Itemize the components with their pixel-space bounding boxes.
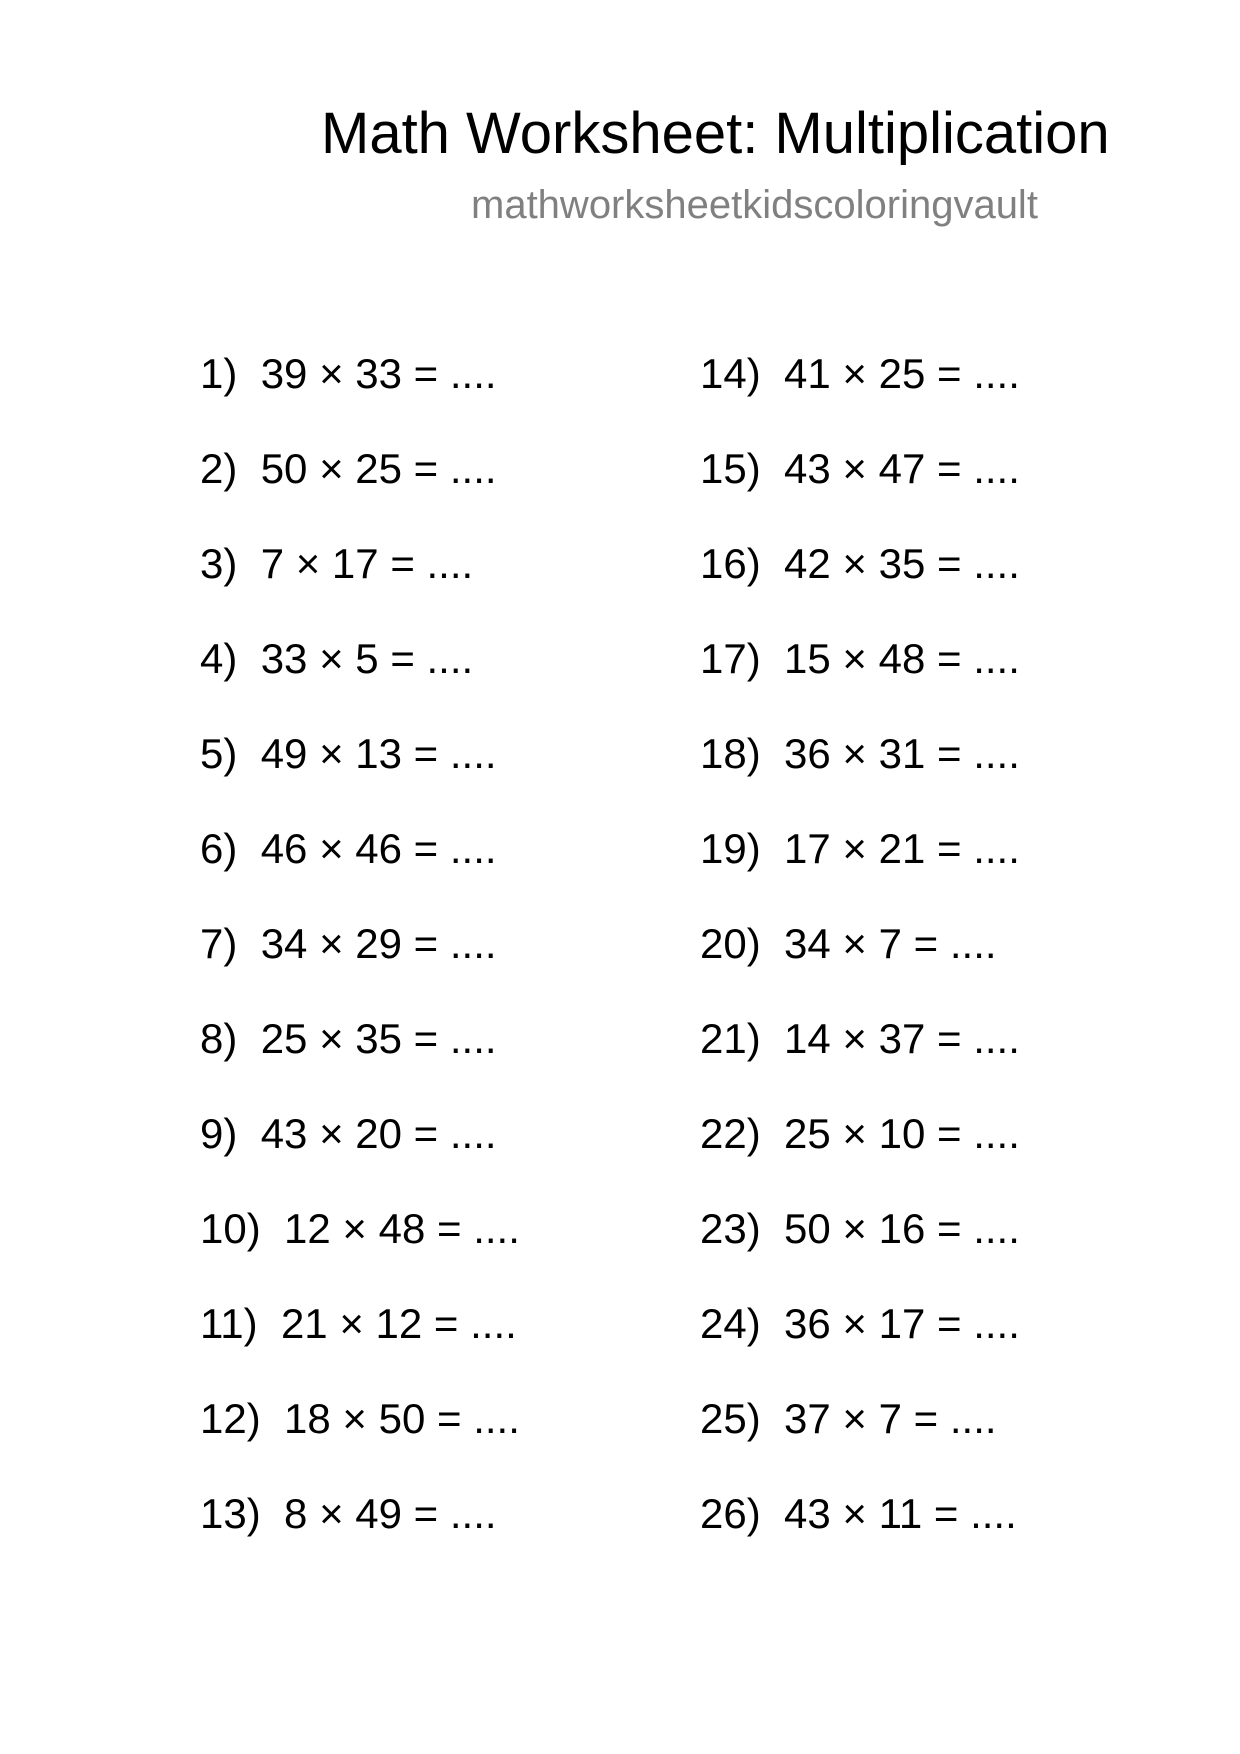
problem-number: 21) bbox=[700, 1015, 761, 1062]
problem-spacer bbox=[258, 1300, 281, 1347]
problem-expression: 39 × 33 = .... bbox=[260, 350, 497, 397]
problem-item bbox=[700, 350, 1180, 448]
problem-expression: 21 × 12 = .... bbox=[280, 1300, 517, 1347]
problem-expression: 50 × 16 = .... bbox=[784, 1205, 1020, 1252]
problem-item bbox=[700, 445, 1180, 543]
problem-number: 18) bbox=[700, 730, 761, 777]
problem-expression: 18 × 50 = .... bbox=[284, 1395, 520, 1442]
problem-number: 5) bbox=[200, 730, 238, 777]
problem-expression: 25 × 35 = .... bbox=[260, 1015, 497, 1062]
problem-item bbox=[200, 635, 680, 733]
problem-spacer bbox=[761, 1490, 784, 1537]
problem-spacer bbox=[237, 1015, 260, 1062]
problem-spacer bbox=[237, 920, 260, 967]
problem-expression: 34 × 29 = .... bbox=[260, 920, 497, 967]
problem-number: 4) bbox=[200, 635, 238, 682]
problem-expression: 8 × 49 = .... bbox=[284, 1490, 497, 1537]
problem-spacer bbox=[237, 445, 260, 492]
problem-item bbox=[700, 1205, 1180, 1303]
problem-spacer bbox=[237, 1110, 260, 1157]
problem-spacer bbox=[761, 825, 784, 872]
problem-spacer bbox=[761, 635, 784, 682]
problem-expression: 42 × 35 = .... bbox=[784, 540, 1020, 587]
problem-number: 24) bbox=[700, 1300, 761, 1347]
problem-item bbox=[700, 540, 1180, 638]
problem-spacer bbox=[761, 1015, 784, 1062]
problem-item bbox=[200, 730, 680, 828]
problem-item bbox=[200, 1300, 680, 1398]
problem-number: 3) bbox=[200, 540, 238, 587]
problem-item bbox=[700, 1015, 1180, 1113]
problem-expression: 25 × 10 = .... bbox=[784, 1110, 1020, 1157]
problem-expression: 36 × 17 = .... bbox=[784, 1300, 1020, 1347]
problem-number: 13) bbox=[200, 1490, 261, 1537]
problem-expression: 46 × 46 = .... bbox=[260, 825, 497, 872]
problem-number: 23) bbox=[700, 1205, 761, 1252]
problem-item bbox=[700, 920, 1180, 1018]
problem-expression: 37 × 7 = .... bbox=[784, 1395, 997, 1442]
problem-spacer bbox=[761, 445, 784, 492]
problem-number: 9) bbox=[200, 1110, 238, 1157]
problem-item bbox=[700, 635, 1180, 733]
problem-item bbox=[200, 1205, 680, 1303]
problem-column-right bbox=[700, 350, 1180, 1588]
problem-item bbox=[200, 350, 680, 448]
problem-number: 2) bbox=[200, 445, 238, 492]
problem-expression: 43 × 11 = .... bbox=[784, 1490, 1017, 1537]
problem-item bbox=[200, 825, 680, 923]
problem-number: 15) bbox=[700, 445, 761, 492]
problem-item bbox=[200, 1015, 680, 1113]
problem-item bbox=[700, 825, 1180, 923]
problem-number: 25) bbox=[700, 1395, 761, 1442]
problem-expression: 49 × 13 = .... bbox=[260, 730, 497, 777]
problem-item bbox=[200, 445, 680, 543]
problem-expression: 41 × 25 = .... bbox=[784, 350, 1020, 397]
problem-expression: 43 × 20 = .... bbox=[260, 1110, 497, 1157]
problem-item bbox=[200, 540, 680, 638]
worksheet-title: Math Worksheet: Multiplication bbox=[321, 101, 1110, 166]
problem-item bbox=[700, 1110, 1180, 1208]
problem-item bbox=[200, 1110, 680, 1208]
problem-column-left bbox=[200, 350, 680, 1588]
problem-item bbox=[700, 1490, 1180, 1588]
problem-number: 7) bbox=[200, 920, 238, 967]
problem-spacer bbox=[761, 540, 784, 587]
problem-number: 12) bbox=[200, 1395, 261, 1442]
worksheet-subtitle: mathworksheetkidscoloringvault bbox=[471, 183, 1038, 227]
problem-spacer bbox=[761, 350, 784, 397]
problem-number: 8) bbox=[200, 1015, 238, 1062]
problem-expression: 17 × 21 = .... bbox=[784, 825, 1020, 872]
problem-item bbox=[200, 1395, 680, 1493]
problem-number: 14) bbox=[700, 350, 761, 397]
problem-item bbox=[200, 1490, 680, 1588]
problem-expression: 33 × 5 = .... bbox=[260, 635, 474, 682]
problem-number: 19) bbox=[700, 825, 761, 872]
problem-number: 16) bbox=[700, 540, 761, 587]
problem-expression: 43 × 47 = .... bbox=[784, 445, 1020, 492]
problem-item bbox=[700, 730, 1180, 828]
problem-spacer bbox=[237, 730, 260, 777]
problem-expression: 12 × 48 = .... bbox=[284, 1205, 520, 1252]
problem-number: 17) bbox=[700, 635, 761, 682]
problem-spacer bbox=[261, 1205, 284, 1252]
problem-expression: 15 × 48 = .... bbox=[784, 635, 1020, 682]
problem-number: 11) bbox=[200, 1300, 258, 1347]
problem-spacer bbox=[761, 1300, 784, 1347]
problem-spacer bbox=[237, 540, 260, 587]
problem-spacer bbox=[761, 920, 784, 967]
problem-expression: 34 × 7 = .... bbox=[784, 920, 997, 967]
problem-item bbox=[200, 920, 680, 1018]
problem-spacer bbox=[237, 635, 260, 682]
problem-number: 20) bbox=[700, 920, 761, 967]
problem-spacer bbox=[261, 1395, 284, 1442]
problem-expression: 14 × 37 = .... bbox=[784, 1015, 1020, 1062]
problem-number: 6) bbox=[200, 825, 238, 872]
problem-number: 26) bbox=[700, 1490, 761, 1537]
problem-spacer bbox=[237, 350, 260, 397]
problem-expression: 7 × 17 = .... bbox=[260, 540, 474, 587]
problem-number: 10) bbox=[200, 1205, 261, 1252]
problem-spacer bbox=[761, 1205, 784, 1252]
problem-spacer bbox=[761, 1395, 784, 1442]
problem-number: 1) bbox=[200, 350, 238, 397]
problem-spacer bbox=[761, 1110, 784, 1157]
problem-number: 22) bbox=[700, 1110, 761, 1157]
problem-item bbox=[700, 1395, 1180, 1493]
problem-spacer bbox=[261, 1490, 284, 1537]
problem-spacer bbox=[237, 825, 260, 872]
problem-expression: 36 × 31 = .... bbox=[784, 730, 1020, 777]
problem-item bbox=[700, 1300, 1180, 1398]
problem-expression: 50 × 25 = .... bbox=[260, 445, 497, 492]
problem-spacer bbox=[761, 730, 784, 777]
